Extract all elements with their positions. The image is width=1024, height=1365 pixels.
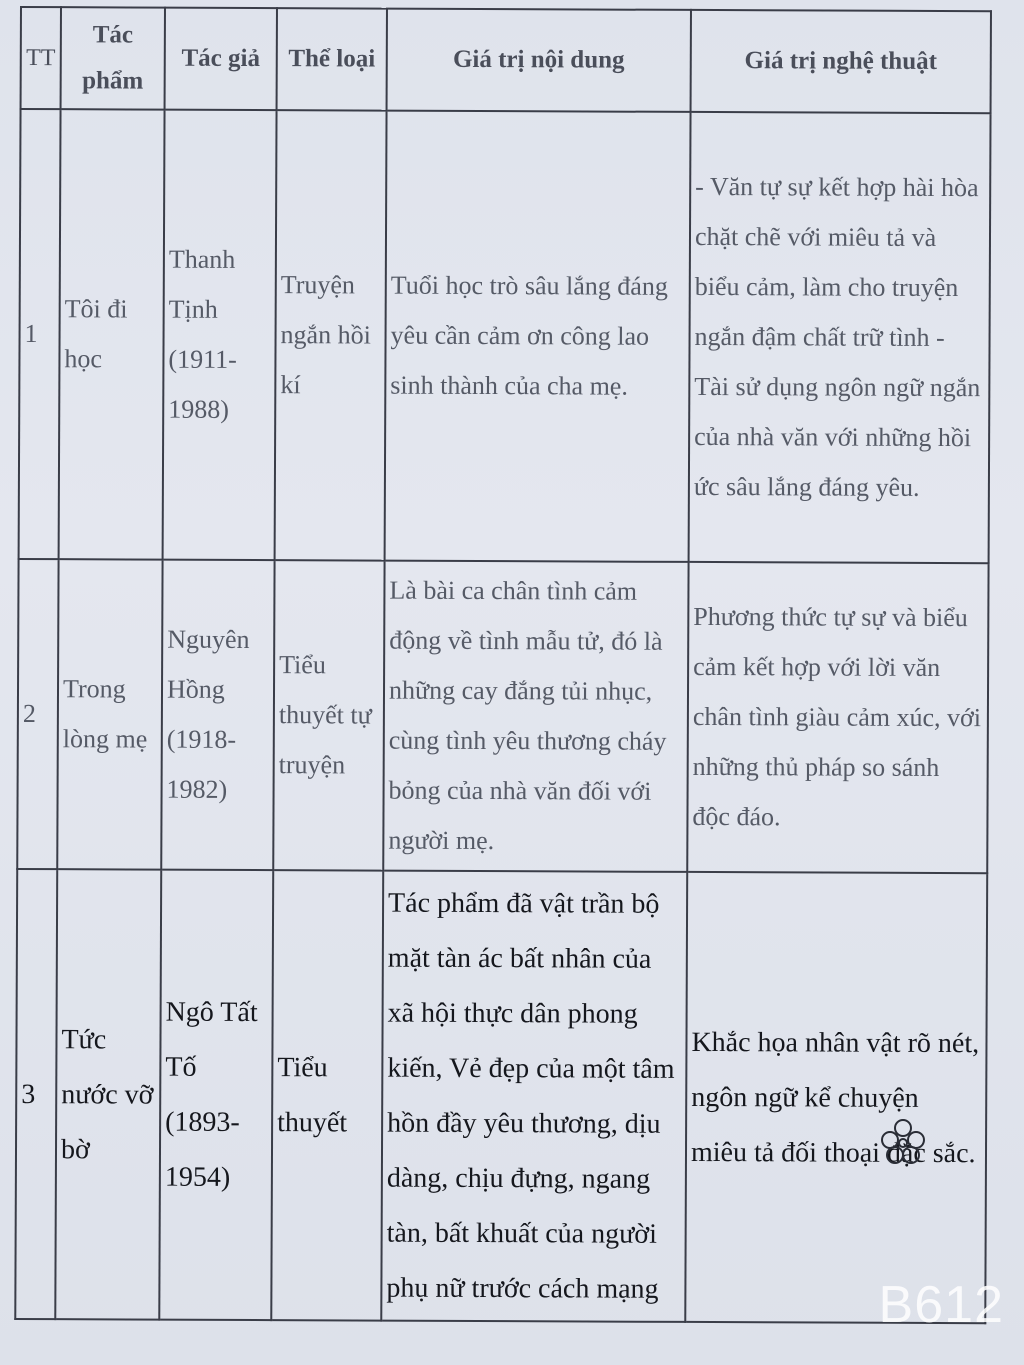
cell-content: Tác phẩm đã vật trần bộ mặt tàn ác bất nhân của xã hội thực dân phong kiến, Vẻ đẹp của một tâm hồn đầy yêu thương, dịu dàng, chịu đựng, ngang tàn, bất khuất của người phụ nữ trước cách mạng — [381, 871, 687, 1322]
header-art: Giá trị nghệ thuật — [691, 10, 991, 113]
cell-genre: Tiểu thuyết tự truyện — [273, 560, 384, 870]
cell-tt: 3 — [15, 869, 57, 1319]
cell-art: Khắc họa nhân vật rõ nét, ngôn ngữ kể chuyện miêu tả đối thoại đặc sắc. — [685, 872, 987, 1323]
cell-work: Tức nước vỡ bờ — [55, 869, 161, 1319]
literature-summary-table — [14, 6, 992, 1324]
cell-author: Ngô Tất Tố (1893-1954) — [159, 870, 273, 1320]
cell-genre: Truyện ngắn hồi kí — [275, 110, 387, 560]
header-work: Tác phẩm — [61, 7, 165, 109]
cell-content: Là bài ca chân tình cảm động về tình mẫu tử, đó là những cay đắng tủi nhục, cùng tình yêu thương cháy bỏng của nhà văn đối với người mẹ. — [383, 561, 688, 872]
cell-work: Trong lòng mẹ — [57, 559, 162, 869]
cell-author: Nguyên Hồng (1918-1982) — [161, 560, 274, 870]
table-row — [15, 869, 987, 1323]
cell-tt: 1 — [19, 109, 61, 559]
header-row — [21, 7, 991, 113]
header-tt: TT — [21, 7, 61, 109]
cell-genre: Tiểu thuyết — [271, 870, 383, 1320]
cell-art: - Văn tự sự kết hợp hài hòa chặt chẽ với miêu tả và biểu cảm, làm cho truyện ngắn đậm chất trữ tình - Tài sử dụng ngôn ngữ ngắn của nhà văn với những hồi ức sâu lắng đáng yêu. — [689, 112, 991, 563]
header-author: Tác giả — [165, 8, 277, 110]
table-row — [19, 109, 991, 563]
cell-author: Thanh Tịnh (1911-1988) — [163, 110, 277, 560]
flower-doodle-icon — [878, 1118, 928, 1166]
cell-tt: 2 — [17, 559, 58, 869]
cell-art: Phương thức tự sự và biểu cảm kết hợp với lời văn chân tình giàu cảm xúc, với những thủ pháp so sánh độc đáo. — [687, 562, 988, 873]
cell-content: Tuổi học trò sâu lắng đáng yêu cần cảm ơn công lao sinh thành của cha mẹ. — [385, 111, 691, 562]
cell-work: Tôi đi học — [59, 109, 165, 559]
header-content: Giá trị nội dung — [387, 9, 691, 112]
header-genre: Thể loại — [277, 8, 387, 110]
table-row — [17, 559, 988, 873]
watermark-b612: B612 — [878, 1276, 1004, 1334]
